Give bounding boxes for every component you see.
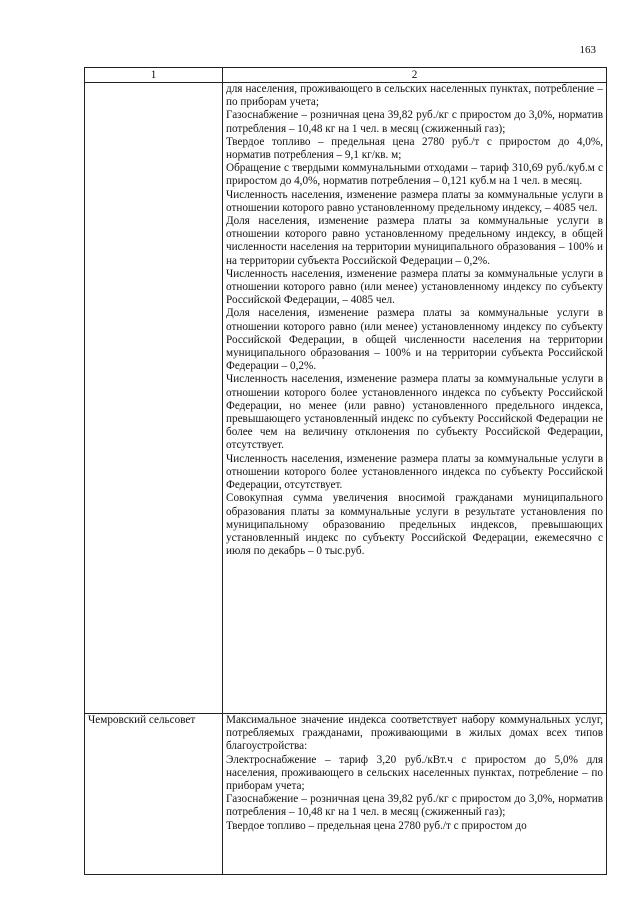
data-table	[84, 67, 607, 875]
paragraph: Доля населения, изменение размера платы за коммунальные услуги в отношении которого равно (или менее) установленному индексу по субъекту Российской Федерации, в общей численности населения на территории муниципального образования – 100% и на территории субъекта Российской Федерации – 0,2%.	[226, 307, 603, 373]
municipality-cell: Чемровский сельсовет	[85, 714, 223, 875]
table-row	[85, 714, 607, 875]
paragraph: Электроснабжение – тариф 3,20 руб./кВт.ч с приростом до 5,0% для населения, проживающего в сельских населенных пунктах, потребление – по приборам учета;	[226, 753, 603, 793]
paragraph: для населения, проживающего в сельских населенных пунктах, потребление – по приборам учета;	[226, 83, 603, 109]
paragraph: Численность населения, изменение размера платы за коммунальные услуги в отношении которого более установленного индекса по субъекту Российской Федерации, отсутствует.	[226, 452, 603, 492]
paragraph: Совокупная сумма увеличения вносимой гражданами муниципального образования платы за коммунальные услуги в результате установления по муниципальному образованию предельных индексов, превышающих установленный индекс по субъекту Российской Федерации, ежемесячно с июля по декабрь – 0 тыс.руб.	[226, 492, 603, 558]
paragraph: Твердое топливо – предельная цена 2780 руб./т с приростом до	[226, 819, 527, 832]
description-cell	[223, 83, 607, 714]
paragraph: Доля населения, изменение размера платы за коммунальные услуги в отношении которого равно установленному предельному индексу, в общей численности населения на территории муниципального образования – 100% и на территории субъекта Российской Федерации – 0,2%.	[226, 215, 603, 267]
paragraph: Численность населения, изменение размера платы за коммунальные услуги в отношении которого более установленного индекса по субъекту Российской Федерации, но менее (или равно) установленного предельного индекса, превышающего установленный индекс по субъекту Российской Федерации не более чем на величину отклонения по субъекту Российской Федерации, отсутствует.	[226, 373, 603, 452]
table-header-row	[85, 68, 607, 83]
paragraph: Максимальное значение индекса соответствует набору коммунальных услуг, потребляемых гражданами, проживающими в жилых домах всех типов благоустройства:	[226, 714, 603, 753]
paragraph: Твердое топливо – предельная цена 2780 руб./т с приростом до 4,0%, норматив потребления – 9,1 кг/кв. м;	[226, 135, 603, 162]
paragraph: Численность населения, изменение размера платы за коммунальные услуги в отношении которого равно (или менее) установленному индексу по субъекту Российской Федерации, – 4085 чел.	[226, 267, 603, 307]
page-number: 163	[579, 44, 596, 56]
paragraph: Численность населения, изменение размера платы за коммунальные услуги в отношении которого равно установленному предельному индексу, – 4085 чел.	[226, 188, 603, 214]
description-cell	[223, 714, 607, 875]
column-header-2: 2	[223, 68, 607, 83]
column-header-1: 1	[85, 68, 223, 83]
paragraph: Газоснабжение – розничная цена 39,82 руб./кг с приростом до 3,0%, норматив потребления – 10,48 кг на 1 чел. в месяц (сжиженный газ);	[226, 109, 603, 135]
table-row	[85, 83, 607, 714]
municipality-cell	[85, 83, 223, 714]
paragraph: Обращение с твердыми коммунальными отходами – тариф 310,69 руб./куб.м с приростом до 4,0%, норматив потребления – 0,121 куб.м на 1 чел. в месяц.	[226, 162, 603, 188]
paragraph: Газоснабжение – розничная цена 39,82 руб./кг с приростом до 3,0%, норматив потребления – 10,48 кг на 1 чел. в месяц (сжиженный газ);	[226, 793, 603, 819]
